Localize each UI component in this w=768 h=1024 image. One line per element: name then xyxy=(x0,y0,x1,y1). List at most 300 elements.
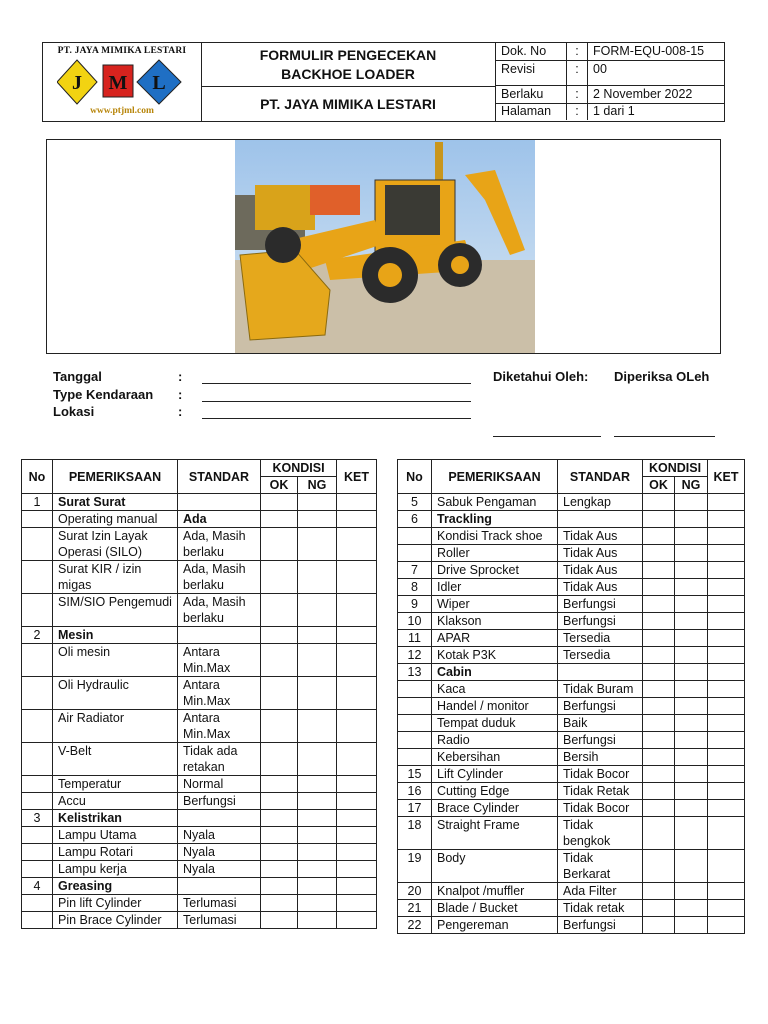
ng-cell[interactable] xyxy=(675,681,708,698)
ket-cell[interactable] xyxy=(708,917,745,934)
ng-cell[interactable] xyxy=(675,494,708,511)
ok-cell[interactable] xyxy=(643,681,675,698)
checklist-row xyxy=(398,596,745,613)
ok-cell[interactable] xyxy=(261,627,298,644)
ket-cell[interactable] xyxy=(708,613,745,630)
label-type-kendaraan: Type Kendaraan xyxy=(53,387,154,402)
row-standar: Nyala xyxy=(178,861,261,878)
sep-type: : xyxy=(178,387,183,402)
row-no: 1 xyxy=(22,494,53,511)
checklist-row xyxy=(398,647,745,664)
meta-key: Dok. No xyxy=(496,43,567,60)
row-no xyxy=(398,545,432,562)
sep-lokasi: : xyxy=(178,404,183,419)
row-no: 8 xyxy=(398,579,432,596)
form-title-line1: FORMULIR PENGECEKAN xyxy=(259,47,437,63)
ket-cell[interactable] xyxy=(708,850,745,883)
ng-cell[interactable] xyxy=(675,766,708,783)
row-item: Surat Surat xyxy=(53,494,178,511)
row-no xyxy=(398,749,432,766)
row-no xyxy=(22,827,53,844)
ket-cell[interactable] xyxy=(337,793,377,810)
row-item: V-Belt xyxy=(53,743,178,776)
ng-cell[interactable] xyxy=(675,613,708,630)
ok-cell[interactable] xyxy=(643,630,675,647)
ok-cell[interactable] xyxy=(643,494,675,511)
row-standar: Terlumasi xyxy=(178,912,261,929)
row-no: 17 xyxy=(398,800,432,817)
ng-cell[interactable] xyxy=(675,647,708,664)
checklist-row xyxy=(398,630,745,647)
ket-cell[interactable] xyxy=(337,776,377,793)
ok-cell[interactable] xyxy=(643,817,675,850)
ok-cell[interactable] xyxy=(261,827,298,844)
meta-value: FORM-EQU-008-15 xyxy=(593,44,705,58)
ket-cell[interactable] xyxy=(708,630,745,647)
row-item: Cabin xyxy=(432,664,558,681)
row-no: 7 xyxy=(398,562,432,579)
row-standar: Normal xyxy=(178,776,261,793)
form-title xyxy=(201,43,496,87)
ok-cell[interactable] xyxy=(261,776,298,793)
ket-cell[interactable] xyxy=(337,861,377,878)
ok-cell[interactable] xyxy=(643,596,675,613)
meta-value: 2 November 2022 xyxy=(593,87,693,101)
checklist-row xyxy=(22,511,377,528)
row-no: 3 xyxy=(22,810,53,827)
row-item: Operating manual xyxy=(53,511,178,528)
lokasi-field[interactable] xyxy=(202,418,471,419)
ng-cell[interactable] xyxy=(298,743,337,776)
ok-cell[interactable] xyxy=(261,895,298,912)
ng-cell[interactable] xyxy=(675,596,708,613)
ok-cell[interactable] xyxy=(643,528,675,545)
row-item: Brace Cylinder xyxy=(432,800,558,817)
row-standar: Tidak Aus xyxy=(558,579,643,596)
ok-cell[interactable] xyxy=(643,766,675,783)
ket-cell[interactable] xyxy=(337,528,377,561)
ok-cell[interactable] xyxy=(643,545,675,562)
diketahui-signature[interactable] xyxy=(493,436,601,437)
ok-cell[interactable] xyxy=(261,710,298,743)
row-standar: Berfungsi xyxy=(178,793,261,810)
row-item: Greasing xyxy=(53,878,178,895)
checklist-row xyxy=(22,861,377,878)
ok-cell[interactable] xyxy=(643,613,675,630)
row-no: 22 xyxy=(398,917,432,934)
logo-website: www.ptjml.com xyxy=(90,106,154,116)
col-no: No xyxy=(22,460,53,494)
ok-cell[interactable] xyxy=(643,883,675,900)
ng-cell[interactable] xyxy=(675,511,708,528)
row-standar: Antara Min.Max xyxy=(178,710,261,743)
ng-cell[interactable] xyxy=(298,677,337,710)
ng-cell[interactable] xyxy=(298,827,337,844)
row-item: Kelistrikan xyxy=(53,810,178,827)
row-no: 4 xyxy=(22,878,53,895)
ket-cell[interactable] xyxy=(337,677,377,710)
ok-cell[interactable] xyxy=(261,810,298,827)
row-standar xyxy=(178,810,261,827)
row-no xyxy=(398,681,432,698)
col-no: No xyxy=(398,460,432,494)
ok-cell[interactable] xyxy=(643,732,675,749)
col-pemeriksaan: PEMERIKSAAN xyxy=(432,460,558,494)
ket-cell[interactable] xyxy=(708,883,745,900)
row-standar: Tidak Berkarat xyxy=(558,850,643,883)
ket-cell[interactable] xyxy=(708,698,745,715)
row-no xyxy=(398,715,432,732)
checklist-row xyxy=(398,664,745,681)
row-standar: Tidak Aus xyxy=(558,545,643,562)
ok-cell[interactable] xyxy=(643,664,675,681)
ng-cell[interactable] xyxy=(675,749,708,766)
checklist-row xyxy=(398,715,745,732)
row-standar xyxy=(558,511,643,528)
meta-row xyxy=(496,61,724,85)
checklist-row xyxy=(398,681,745,698)
ket-cell[interactable] xyxy=(708,596,745,613)
row-item: SIM/SIO Pengemudi xyxy=(53,594,178,627)
ok-cell[interactable] xyxy=(643,647,675,664)
ng-cell[interactable] xyxy=(675,783,708,800)
ng-cell[interactable] xyxy=(675,883,708,900)
ng-cell[interactable] xyxy=(298,644,337,677)
checklist-row xyxy=(22,677,377,710)
ng-cell[interactable] xyxy=(298,878,337,895)
photo-frame xyxy=(46,139,721,354)
row-no xyxy=(398,732,432,749)
row-standar: Baik xyxy=(558,715,643,732)
ng-cell[interactable] xyxy=(298,912,337,929)
row-item: Lampu Rotari xyxy=(53,844,178,861)
ket-cell[interactable] xyxy=(337,710,377,743)
ok-cell[interactable] xyxy=(261,594,298,627)
ok-cell[interactable] xyxy=(261,793,298,810)
col-ng: NG xyxy=(675,477,708,494)
row-standar: Tidak Aus xyxy=(558,528,643,545)
ok-cell[interactable] xyxy=(643,850,675,883)
checklist-table-right xyxy=(397,459,745,934)
ng-cell[interactable] xyxy=(298,561,337,594)
checklist-row xyxy=(22,776,377,793)
ket-cell[interactable] xyxy=(337,494,377,511)
ket-cell[interactable] xyxy=(708,664,745,681)
row-no xyxy=(398,528,432,545)
ng-cell[interactable] xyxy=(298,861,337,878)
row-standar xyxy=(178,627,261,644)
row-item: Lampu kerja xyxy=(53,861,178,878)
form-title-line2: BACKHOE LOADER xyxy=(281,66,415,82)
row-no: 18 xyxy=(398,817,432,850)
ket-cell[interactable] xyxy=(337,827,377,844)
diperiksa-signature[interactable] xyxy=(614,436,715,437)
ket-cell[interactable] xyxy=(337,810,377,827)
checklist-row xyxy=(398,783,745,800)
checklist-row xyxy=(398,900,745,917)
checklist-row xyxy=(398,917,745,934)
jml-logo-icon xyxy=(57,58,187,106)
row-item: Cutting Edge xyxy=(432,783,558,800)
row-no xyxy=(22,844,53,861)
ng-cell[interactable] xyxy=(675,698,708,715)
row-standar: Ada, Masih berlaku xyxy=(178,528,261,561)
ket-cell[interactable] xyxy=(337,644,377,677)
ng-cell[interactable] xyxy=(675,545,708,562)
row-standar: Ada, Masih berlaku xyxy=(178,561,261,594)
checklist-row xyxy=(398,613,745,630)
ok-cell[interactable] xyxy=(643,800,675,817)
ng-cell[interactable] xyxy=(298,844,337,861)
row-item: Oli mesin xyxy=(53,644,178,677)
row-no: 10 xyxy=(398,613,432,630)
ng-cell[interactable] xyxy=(675,900,708,917)
ok-cell[interactable] xyxy=(261,528,298,561)
row-standar: Nyala xyxy=(178,827,261,844)
row-standar: Terlumasi xyxy=(178,895,261,912)
row-standar: Bersih xyxy=(558,749,643,766)
ket-cell[interactable] xyxy=(708,732,745,749)
tanggal-field[interactable] xyxy=(202,383,471,384)
ket-cell[interactable] xyxy=(337,895,377,912)
ket-cell[interactable] xyxy=(337,743,377,776)
ok-cell[interactable] xyxy=(643,715,675,732)
checklist-row xyxy=(22,494,377,511)
row-standar: Berfungsi xyxy=(558,698,643,715)
row-standar: Lengkap xyxy=(558,494,643,511)
meta-sep: : xyxy=(567,103,588,120)
ng-cell[interactable] xyxy=(675,664,708,681)
row-standar: Tersedia xyxy=(558,630,643,647)
checklist-row xyxy=(22,710,377,743)
ng-cell[interactable] xyxy=(298,895,337,912)
ket-cell[interactable] xyxy=(708,681,745,698)
company-logo xyxy=(43,43,202,121)
ng-cell[interactable] xyxy=(298,776,337,793)
ng-cell[interactable] xyxy=(298,511,337,528)
ok-cell[interactable] xyxy=(643,562,675,579)
form-header xyxy=(42,42,725,122)
meta-sep: : xyxy=(567,43,588,60)
ket-cell[interactable] xyxy=(708,783,745,800)
ket-cell[interactable] xyxy=(708,647,745,664)
row-standar: Ada, Masih berlaku xyxy=(178,594,261,627)
checklist-row xyxy=(398,766,745,783)
checklist-row xyxy=(398,528,745,545)
ng-cell[interactable] xyxy=(675,817,708,850)
row-standar xyxy=(558,664,643,681)
row-standar: Antara Min.Max xyxy=(178,644,261,677)
row-no: 20 xyxy=(398,883,432,900)
row-standar xyxy=(178,494,261,511)
row-no xyxy=(22,561,53,594)
row-no xyxy=(22,912,53,929)
ket-cell[interactable] xyxy=(337,912,377,929)
checklist-row xyxy=(22,912,377,929)
logo-letter-j: J xyxy=(72,72,82,94)
ng-cell[interactable] xyxy=(675,562,708,579)
row-standar: Nyala xyxy=(178,844,261,861)
checklist-row xyxy=(22,627,377,644)
ok-cell[interactable] xyxy=(643,698,675,715)
ng-cell[interactable] xyxy=(298,594,337,627)
checklist-row xyxy=(398,494,745,511)
ket-cell[interactable] xyxy=(708,900,745,917)
checklist-row xyxy=(398,545,745,562)
ok-cell[interactable] xyxy=(261,844,298,861)
row-standar: Berfungsi xyxy=(558,613,643,630)
label-diperiksa: Diperiksa OLeh xyxy=(614,369,710,384)
ok-cell[interactable] xyxy=(643,511,675,528)
ket-cell[interactable] xyxy=(337,844,377,861)
row-item: Straight Frame xyxy=(432,817,558,850)
ng-cell[interactable] xyxy=(675,800,708,817)
row-item: Blade / Bucket xyxy=(432,900,558,917)
ket-cell[interactable] xyxy=(708,562,745,579)
col-ket: KET xyxy=(708,460,745,494)
ng-cell[interactable] xyxy=(675,850,708,883)
row-standar: Tidak Bocor xyxy=(558,800,643,817)
ket-cell[interactable] xyxy=(337,627,377,644)
ket-cell[interactable] xyxy=(708,528,745,545)
checklist-row xyxy=(22,827,377,844)
ng-cell[interactable] xyxy=(298,793,337,810)
ng-cell[interactable] xyxy=(298,627,337,644)
ket-cell[interactable] xyxy=(708,800,745,817)
checklist-row xyxy=(398,800,745,817)
checklist-row xyxy=(22,895,377,912)
ok-cell[interactable] xyxy=(643,579,675,596)
ng-cell[interactable] xyxy=(298,710,337,743)
row-standar: Berfungsi xyxy=(558,732,643,749)
row-standar: Berfungsi xyxy=(558,917,643,934)
ket-cell[interactable] xyxy=(708,579,745,596)
row-standar: Tidak Bocor xyxy=(558,766,643,783)
meta-value: 1 dari 1 xyxy=(593,104,635,118)
checklist-row xyxy=(22,878,377,895)
meta-row xyxy=(496,43,724,61)
ng-cell[interactable] xyxy=(675,528,708,545)
col-standar: STANDAR xyxy=(558,460,643,494)
ng-cell[interactable] xyxy=(675,732,708,749)
col-standar: STANDAR xyxy=(178,460,261,494)
row-no xyxy=(22,511,53,528)
row-no xyxy=(22,677,53,710)
ok-cell[interactable] xyxy=(261,677,298,710)
ok-cell[interactable] xyxy=(261,561,298,594)
ok-cell[interactable] xyxy=(261,511,298,528)
ket-cell[interactable] xyxy=(708,511,745,528)
meta-sep: : xyxy=(567,61,588,85)
label-diketahui: Diketahui Oleh: xyxy=(493,369,589,384)
row-item: Wiper xyxy=(432,596,558,613)
meta-key: Halaman xyxy=(496,103,567,120)
row-no xyxy=(22,743,53,776)
row-no: 12 xyxy=(398,647,432,664)
ket-cell[interactable] xyxy=(708,494,745,511)
row-standar: Ada xyxy=(178,511,261,528)
row-no xyxy=(22,644,53,677)
ng-cell[interactable] xyxy=(298,810,337,827)
row-item: Klakson xyxy=(432,613,558,630)
col-pemeriksaan: PEMERIKSAAN xyxy=(53,460,178,494)
row-item: Pin Brace Cylinder xyxy=(53,912,178,929)
ng-cell[interactable] xyxy=(298,494,337,511)
ok-cell[interactable] xyxy=(261,861,298,878)
type-kendaraan-field[interactable] xyxy=(202,401,471,402)
checklist-row xyxy=(22,644,377,677)
label-tanggal: Tanggal xyxy=(53,369,102,384)
ket-cell[interactable] xyxy=(337,561,377,594)
ng-cell[interactable] xyxy=(675,917,708,934)
ok-cell[interactable] xyxy=(643,783,675,800)
ket-cell[interactable] xyxy=(337,511,377,528)
row-no: 9 xyxy=(398,596,432,613)
row-no: 13 xyxy=(398,664,432,681)
ng-cell[interactable] xyxy=(298,528,337,561)
col-ng: NG xyxy=(298,477,337,494)
row-item: Handel / monitor xyxy=(432,698,558,715)
row-item: Accu xyxy=(53,793,178,810)
ket-cell[interactable] xyxy=(337,878,377,895)
ok-cell[interactable] xyxy=(643,749,675,766)
checklist-row xyxy=(398,883,745,900)
ok-cell[interactable] xyxy=(261,644,298,677)
checklist-row xyxy=(22,594,377,627)
ok-cell[interactable] xyxy=(261,912,298,929)
row-item: APAR xyxy=(432,630,558,647)
row-no xyxy=(22,776,53,793)
ket-cell[interactable] xyxy=(708,749,745,766)
ng-cell[interactable] xyxy=(675,630,708,647)
row-item: Trackling xyxy=(432,511,558,528)
checklist-row xyxy=(398,817,745,850)
row-no: 11 xyxy=(398,630,432,647)
meta-sep: : xyxy=(567,86,588,103)
ng-cell[interactable] xyxy=(675,715,708,732)
ok-cell[interactable] xyxy=(261,878,298,895)
checklist-row xyxy=(398,749,745,766)
row-item: Pengereman xyxy=(432,917,558,934)
row-item: Kondisi Track shoe xyxy=(432,528,558,545)
checklist-row xyxy=(398,562,745,579)
company-name: PT. JAYA MIMIKA LESTARI xyxy=(201,87,496,121)
meta-key: Revisi xyxy=(496,61,567,85)
ok-cell[interactable] xyxy=(261,743,298,776)
ket-cell[interactable] xyxy=(708,715,745,732)
ng-cell[interactable] xyxy=(675,579,708,596)
row-no xyxy=(22,594,53,627)
checklist-row xyxy=(398,579,745,596)
row-standar: Tersedia xyxy=(558,647,643,664)
col-kondisi: KONDISI xyxy=(643,460,708,477)
sep-tanggal: : xyxy=(178,369,183,384)
label-lokasi: Lokasi xyxy=(53,404,95,419)
meta-key: Berlaku xyxy=(496,86,567,103)
ket-cell[interactable] xyxy=(708,766,745,783)
row-item: Air Radiator xyxy=(53,710,178,743)
ok-cell[interactable] xyxy=(261,494,298,511)
ket-cell[interactable] xyxy=(337,594,377,627)
ket-cell[interactable] xyxy=(708,817,745,850)
row-no: 16 xyxy=(398,783,432,800)
backhoe-loader-photo xyxy=(235,140,535,353)
ok-cell[interactable] xyxy=(643,917,675,934)
ok-cell[interactable] xyxy=(643,900,675,917)
right-rows xyxy=(398,494,745,934)
ket-cell[interactable] xyxy=(708,545,745,562)
checklist-row xyxy=(398,850,745,883)
